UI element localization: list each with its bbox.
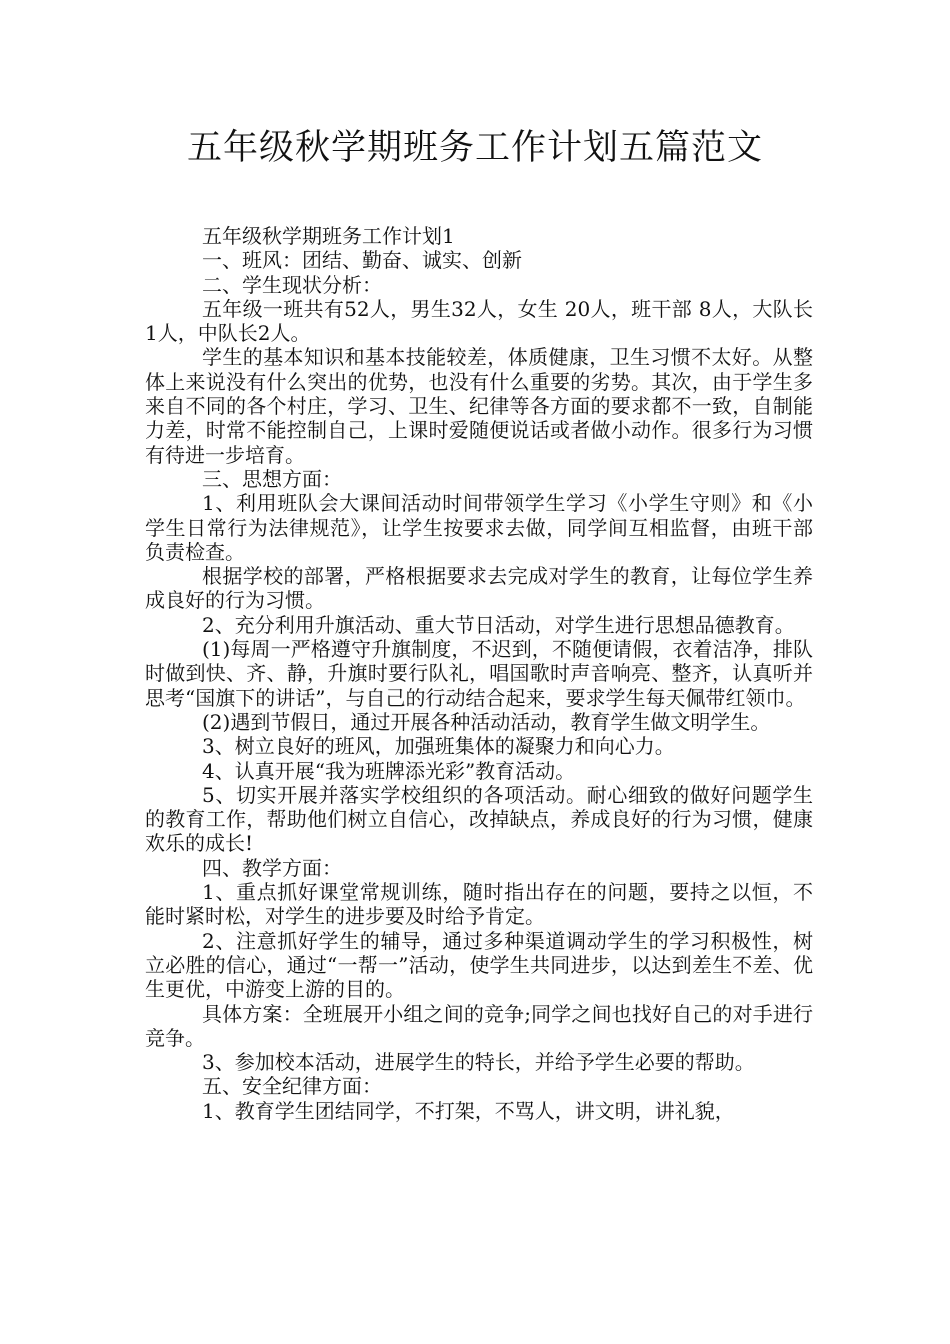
- paragraph-ideology-1: 1、利用班队会大课间活动时间带领学生学习《小学生守则》和《小学生日常行为法律规范》，让学生按要求去做，同学间互相监督，由班干部负责检查。: [145, 491, 813, 564]
- paragraph-teaching-1: 1、重点抓好课堂常规训练，随时指出存在的问题，要持之以恒，不能时紧时松，对学生的进步要及时给予肯定。: [145, 880, 813, 929]
- paragraph-heading-ideology: 三、思想方面：: [202, 466, 342, 491]
- paragraph-teaching-2: 2、注意抓好学生的辅导，通过多种渠道调动学生的学习积极性，树立必胜的信心，通过“一帮一”活动，使学生共同进步，以达到差生不差、优生更优，中游变上游的目的。: [145, 928, 813, 1002]
- paragraph-heading-teaching: 四、教学方面：: [202, 855, 342, 880]
- paragraph-subtitle: 五年级秋学期班务工作计划1: [202, 224, 455, 248]
- paragraph-ideology-2: 2、充分利用升旗活动、重大节日活动，对学生进行思想品德教育。: [202, 612, 795, 637]
- paragraph-class-size: 五年级一班共有52人，男生32人，女生 20人，班干部 8人，大队长 1人，中队长2人。: [145, 296, 813, 346]
- paragraph-ideology-3: 3、树立良好的班风，加强班集体的凝聚力和向心力。: [202, 734, 675, 759]
- paragraph-class-style: 一、班风：团结、勤奋、诚实、创新: [202, 248, 522, 273]
- paragraph-heading-analysis: 二、学生现状分析：: [202, 272, 382, 297]
- document-title: 五年级秋学期班务工作计划五篇范文: [186, 128, 763, 168]
- document-body: [145, 224, 813, 1123]
- paragraph-ideology-4: 4、认真开展“我为班牌添光彩”教育活动。: [202, 758, 576, 783]
- paragraph-student-status: 学生的基本知识和基本技能较差，体质健康，卫生习惯不太好。从整体上来说没有什么突出的优势，也没有什么重要的劣势。其次，由于学生多来自不同的各个村庄，学习、卫生、纪律等各方面的要求都不一致，自制能力差，时常不能控制自己，上课时爱随便说话或者做小动作。很多行为习惯有待进一步培育。: [145, 345, 813, 467]
- paragraph-ideology-5: 5、切实开展并落实学校组织的各项活动。耐心细致的做好问题学生的教育工作，帮助他们树立自信心，改掉缺点，养成良好的行为习惯，健康欢乐的成长!: [145, 782, 813, 856]
- paragraph-specific-plan: 具体方案：全班展开小组之间的竞争;同学之间也找好自己的对手进行竞争。: [145, 1001, 813, 1050]
- paragraph-flag-raising: (1)每周一严格遵守升旗制度，不迟到，不随便请假，衣着洁净，排队时做到快、齐、静，升旗时要行队礼，唱国歌时声音响亮、整齐，认真听并思考“国旗下的讲话”，与自己的行动结合起来，要求学生每天佩带红领巾。: [145, 637, 813, 710]
- paragraph-teaching-3: 3、参加校本活动，进展学生的特长，并给予学生必要的帮助。: [202, 1050, 755, 1075]
- paragraph-heading-safety: 五、安全纪律方面：: [202, 1074, 382, 1099]
- paragraph-safety-1: 1、教育学生团结同学，不打架，不骂人，讲文明，讲礼貌，: [202, 1098, 735, 1123]
- paragraph-holidays: (2)遇到节假日，通过开展各种活动活动，教育学生做文明学生。: [202, 709, 771, 734]
- paragraph-school-deployment: 根据学校的部署，严格根据要求去完成对学生的教育，让每位学生养成良好的行为习惯。: [145, 564, 813, 613]
